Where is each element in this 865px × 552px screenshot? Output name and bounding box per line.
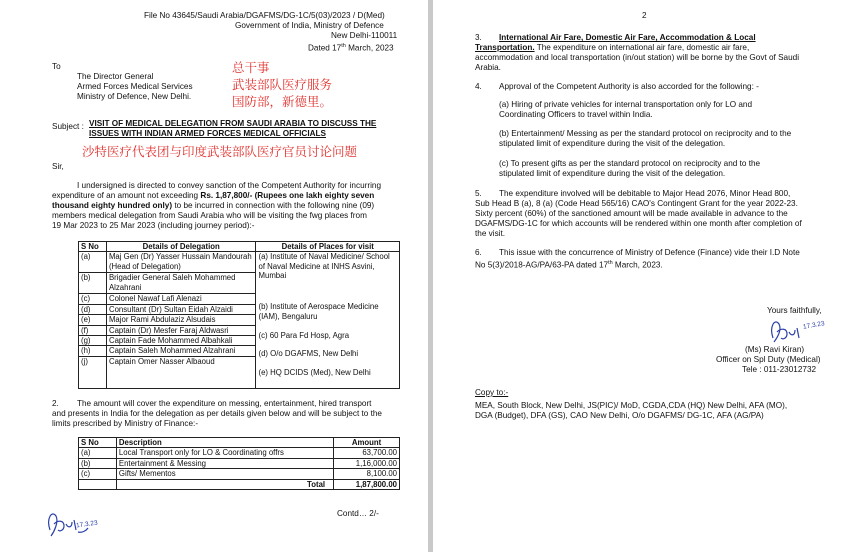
salutation: Sir, bbox=[52, 162, 64, 171]
para5-line-3: Sixty percent (60%) of the sanctioned amount will be made available in advance to the bbox=[475, 209, 788, 218]
para6-number: 6. bbox=[475, 248, 482, 257]
amount-header-sno: S No bbox=[79, 438, 117, 448]
annotation-addressee-2: 武装部队医疗服务 bbox=[232, 77, 333, 92]
signatory-name: (Ms) Ravi Kiran) bbox=[745, 345, 805, 354]
copy-to-line-2: DGA (Budget), DFA (GS), CAO New Delhi, O/o DGAFMS/ DG-1C, AFA (AG/PA) bbox=[475, 411, 764, 420]
delegation-header-places: Details of Places for visit bbox=[256, 242, 400, 252]
signature-date-page1: 17.3.23 bbox=[75, 519, 99, 530]
table-cell-description: Entertainment & Messing bbox=[116, 458, 333, 468]
table-cell-name: Captain Fade Mohammed Albahkali bbox=[106, 336, 256, 346]
signatory-telephone: Tele : 011-23012732 bbox=[742, 365, 817, 374]
para4-number: 4. bbox=[475, 82, 482, 91]
place-item: (d) O/o DGAFMS, New Delhi bbox=[258, 349, 359, 359]
page-number: 2 bbox=[642, 11, 647, 20]
addressee-line-1: The Director General bbox=[77, 72, 154, 81]
para2-line-1: The amount will cover the expenditure on messing, entertainment, hired transport bbox=[77, 399, 372, 408]
para4-text: Approval of the Competent Authority is also accorded for the following: - bbox=[499, 82, 759, 91]
subject-line-2: ISSUES WITH INDIAN ARMED FORCES MEDICAL OFFICIALS bbox=[89, 129, 326, 138]
para1-line-4: members medical delegation from Saudi Arabia who will be visiting the fwg places from bbox=[52, 211, 367, 220]
copy-to-line-1: MEA, South Block, New Delhi, JS(PIC)/ MoD, CGDA,CDA (HQ) New Delhi, AFA (MO), bbox=[475, 401, 788, 410]
para4c-line-2: stipulated limit of expenditure during the visit of the delegation. bbox=[499, 169, 726, 178]
para3-number: 3. bbox=[475, 33, 482, 42]
para5-line-5: the visit. bbox=[475, 229, 506, 238]
table-cell-name: Colonel Nawaf Lafi Alenazi bbox=[106, 294, 256, 304]
amount-header-amount: Amount bbox=[334, 438, 400, 448]
table-cell-sno: (f) bbox=[79, 325, 107, 335]
para4a-line-1: (a) Hiring of private vehicles for internal transportation only for LO and bbox=[499, 100, 753, 109]
closing-yours-faithfully: Yours faithfully, bbox=[767, 306, 822, 315]
para3-line-3: accommodation and local transportation (in/out station) will be borne by the Govt of Saudi bbox=[475, 53, 800, 62]
place-item: (b) Institute of Aerospace Medicine (IAM), Bengaluru bbox=[258, 302, 379, 321]
para5-line-2: Sub Head B (a), 8 (a) (Code Head 565/16) CAO's Contingent Grant for the year 2022-23. bbox=[475, 199, 798, 208]
delegation-header-details: Details of Delegation bbox=[106, 242, 256, 252]
place-item: (c) 60 Para Fd Hosp, Agra bbox=[258, 331, 350, 341]
table-cell-sno: (a) bbox=[79, 252, 107, 273]
para3-line-2: Transportation. The expenditure on international air fare, domestic air fare, bbox=[475, 43, 750, 52]
addressee-line-3: Ministry of Defence, New Delhi. bbox=[77, 92, 192, 101]
city-line: New Delhi-110011 bbox=[331, 31, 398, 40]
para2-line-2: and presents in India for the delegation as per details given below and will be subject to the bbox=[52, 409, 382, 418]
para2-line-3: limits prescribed by Ministry of Finance:- bbox=[52, 419, 199, 428]
government-line: Government of India, Ministry of Defence bbox=[235, 21, 384, 30]
table-cell-sno: (b) bbox=[79, 273, 107, 294]
table-cell-name: Maj Gen (Dr) Yasser Hussain Mandourah (Head of Delegation) bbox=[106, 252, 256, 273]
para1-line-2: expenditure of an amount not exceeding Rs. 1,87,800/- (Rupees one lakh eighty seven bbox=[52, 191, 375, 200]
table-cell-sno: (j) bbox=[79, 356, 107, 388]
amount-header-description: Description bbox=[116, 438, 333, 448]
table-cell-name: Captain Saleh Mohammed Alzahrani bbox=[106, 346, 256, 356]
table-cell-sno: (h) bbox=[79, 346, 107, 356]
subject-line-1: VISIT OF MEDICAL DELEGATION FROM SAUDI ARABIA TO DISCUSS THE bbox=[89, 119, 377, 128]
para1-line-1: I undersigned is directed to convey sanction of the Competent Authority for incurring bbox=[77, 181, 382, 190]
continued-note: Contd… 2/- bbox=[337, 509, 379, 518]
annotation-addressee-3: 国防部，新德里。 bbox=[232, 94, 333, 109]
para5-line-4: DGAFMS/DG-1C for which accounts will be rendered within one month after completion of bbox=[475, 219, 802, 228]
para4a-line-2: Coordinating Officers to travel within India. bbox=[499, 110, 653, 119]
para4b-line-2: stipulated limit of expenditure during the visit of the delegation. bbox=[499, 139, 726, 148]
places-cell bbox=[256, 252, 400, 388]
table-cell-amount: 1,16,000.00 bbox=[334, 458, 400, 468]
signature-initials-page1 bbox=[42, 506, 122, 540]
annotation-addressee-1: 总干事 bbox=[232, 60, 270, 75]
para6-line-1: This issue with the concurrence of Ministry of Defence (Finance) vide their I.D Note bbox=[499, 248, 800, 257]
para4c-line-1: (c) To present gifts as per the standard protocol on reciprocity and to the bbox=[499, 159, 761, 168]
table-cell-name: Major Rami Abdulaziz Alsudais bbox=[106, 315, 256, 325]
table-cell-name: Brigadier General Saleh Mohammed Alzahrani bbox=[106, 273, 256, 294]
delegation-table bbox=[78, 241, 400, 389]
annotation-subject: 沙特医疗代表团与印度武装部队医疗官员讨论问题 bbox=[82, 144, 358, 159]
para3-line-4: Arabia. bbox=[475, 63, 501, 72]
table-cell-description: Local Transport only for LO & Coordinating offrs bbox=[116, 448, 333, 458]
delegation-header-sno: S No bbox=[79, 242, 107, 252]
subject-label: Subject : bbox=[52, 122, 84, 131]
table-cell-name: Captain Omer Nasser Albaoud bbox=[106, 356, 256, 388]
table-cell-amount: 8,100.00 bbox=[334, 469, 400, 479]
table-cell-sno: (c) bbox=[79, 294, 107, 304]
signature-ravi-kiran bbox=[767, 316, 837, 344]
table-cell-sno: (d) bbox=[79, 304, 107, 314]
para6-line-2: No 5(3)/2018-AG/PA/63-PA dated 17th March, 2023. bbox=[475, 260, 663, 270]
signature-date: 17.3.23 bbox=[802, 320, 826, 331]
para5-number: 5. bbox=[475, 189, 482, 198]
para4b-line-1: (b) Entertainment/ Messing as per the standard protocol on reciprocity and to the bbox=[499, 129, 792, 138]
table-cell-name: Captain (Dr) Mesfer Faraj Aldwasri bbox=[106, 325, 256, 335]
table-cell-sno: (c) bbox=[79, 469, 117, 479]
table-cell-amount: 63,700.00 bbox=[334, 448, 400, 458]
table-cell-sno: (a) bbox=[79, 448, 117, 458]
addressee-line-2: Armed Forces Medical Services bbox=[77, 82, 193, 91]
table-cell-description: Gifts/ Mementos bbox=[116, 469, 333, 479]
place-item: (a) Institute of Naval Medicine/ School of Naval Medicine at INHS Asvini, Mumbai bbox=[258, 252, 390, 281]
signatory-designation: Officer on Spl Duty (Medical) bbox=[716, 355, 821, 364]
total-label: Total bbox=[116, 479, 333, 489]
para2-number: 2. bbox=[52, 399, 59, 408]
date-line: Dated 17th March, 2023 bbox=[308, 43, 394, 53]
letter-page-2 bbox=[433, 0, 865, 552]
place-item: (e) HQ DCIDS (Med), New Delhi bbox=[258, 368, 371, 378]
to-label: To bbox=[52, 62, 61, 71]
para1-line-5: 19 Mar 2023 to 25 Mar 2023 (including journey period):- bbox=[52, 221, 255, 230]
table-cell-sno: (e) bbox=[79, 315, 107, 325]
letter-page-1 bbox=[0, 0, 428, 552]
table-cell-sno: (g) bbox=[79, 336, 107, 346]
file-number: File No 43645/Saudi Arabia/DGAFMS/DG-1C/5(03)/2023 / D(Med) bbox=[144, 11, 385, 20]
table-cell-sno: (b) bbox=[79, 458, 117, 468]
amount-table bbox=[78, 437, 400, 490]
total-amount: 1,87,800.00 bbox=[334, 479, 400, 489]
copy-to-label: Copy to:- bbox=[475, 388, 509, 397]
para3-title-line-1: International Air Fare, Domestic Air Fare, Accommodation & Local bbox=[499, 33, 756, 42]
para1-line-3: thousand eighty hundred only) to be incurred in connection with the following nine (09) bbox=[52, 201, 375, 210]
table-cell-name: Consultant (Dr) Sultan Eidah Alzaidi bbox=[106, 304, 256, 314]
para5-line-1: The expenditure involved will be debitable to Major Head 2076, Minor Head 800, bbox=[499, 189, 791, 198]
